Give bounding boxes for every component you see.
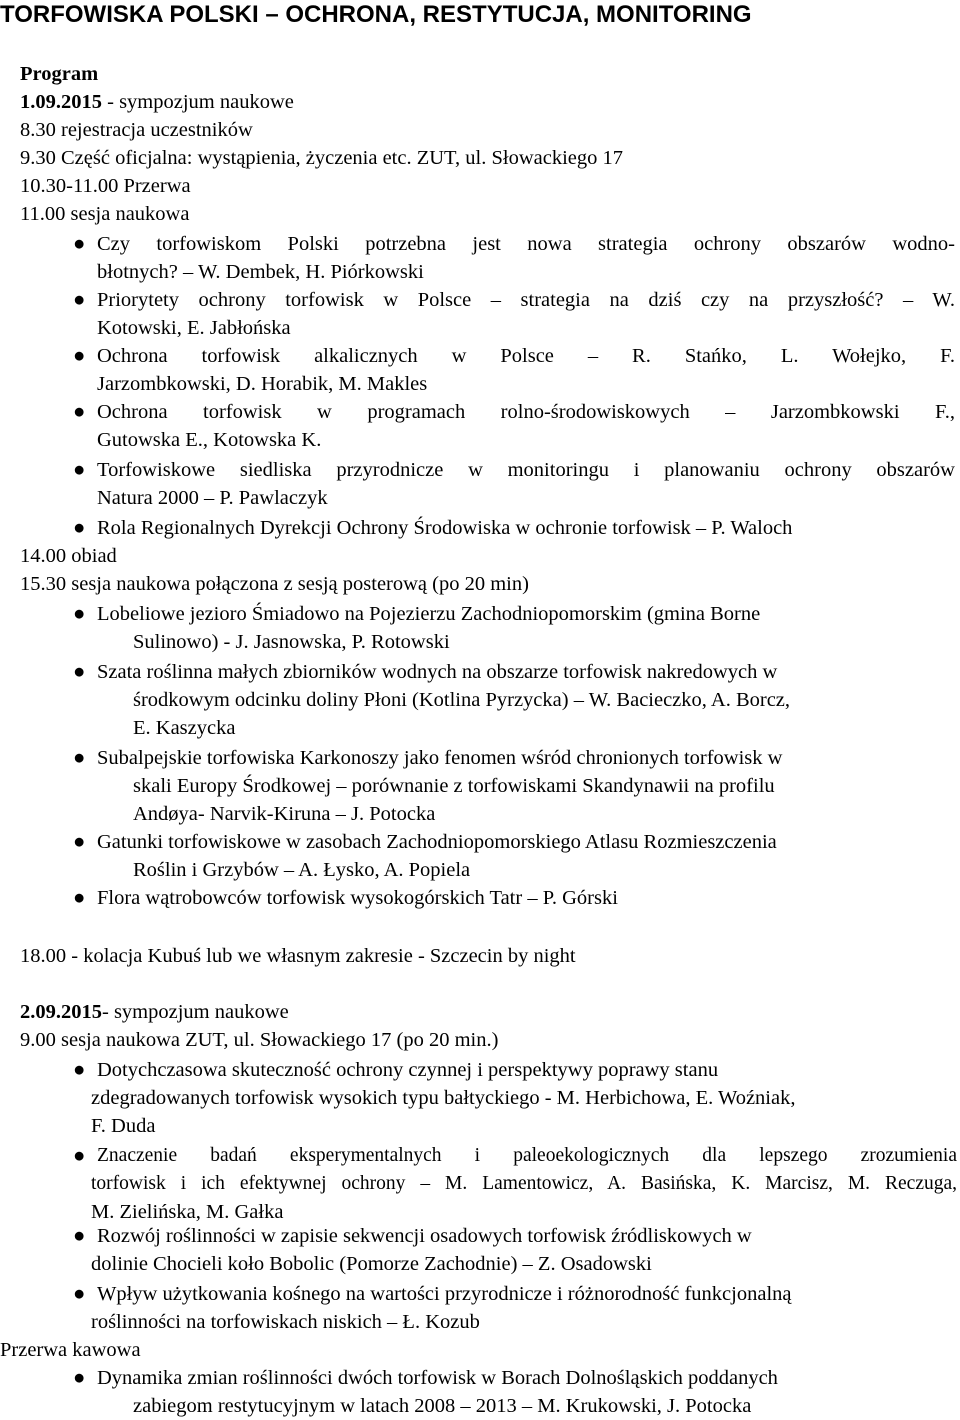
talk-text-line: Subalpejskie torfowiska Karkonoszy jako fenomen wśród chronionych torfowisk w [97, 747, 783, 769]
talk-text-line: Flora wątrobowców torfowisk wysokogórskich Tatr – P. Górski [97, 887, 618, 909]
talk-text-line: Czy torfowiskom Polski potrzebna jest nowa strategia ochrony obszarów wodno- [97, 233, 955, 255]
talk-text-line: Wpływ użytkowania kośnego na wartości przyrodnicze i różnorodność funkcjonalną [97, 1283, 792, 1305]
schedule-line: 11.00 sesja naukowa [20, 203, 190, 225]
talk-text-line: Rozwój roślinności w zapisie sekwencji osadowych torfowisk źródliskowych w [97, 1225, 752, 1247]
talk-text-line: środkowym odcinku doliny Płoni (Kotlina Pyrzycka) – W. Bacieczko, A. Borcz, [133, 689, 791, 711]
talk-text-line: Natura 2000 – P. Pawlaczyk [97, 487, 328, 509]
talk-text-line: błotnych? – W. Dembek, H. Piórkowski [97, 261, 424, 283]
day1-date-suffix: - sympozjum naukowe [102, 91, 294, 113]
talk-text-line: Ochrona torfowisk w programach rolno-środowiskowych – Jarzombkowski F., [97, 401, 955, 423]
talk-item [73, 828, 955, 884]
bullet-icon: ● [73, 233, 86, 255]
bullet-icon: ● [73, 517, 86, 539]
bullet-icon: ● [73, 1367, 86, 1389]
talk-item [73, 456, 955, 512]
talk-text-line: Dotychczasowa skuteczność ochrony czynnej i perspektywy poprawy stanu [97, 1059, 719, 1081]
day1-heading [20, 88, 294, 116]
talk-text-line: torfowisk i ich efektywnej ochrony – M. Lamentowicz, A. Basińska, K. Marcisz, M. Reczuga, [91, 1173, 957, 1194]
program-heading: Program [20, 63, 99, 85]
schedule-line: 9.30 Część oficjalna: wystąpienia, życzenia etc. ZUT, ul. Słowackiego 17 [20, 147, 624, 169]
bullet-icon: ● [73, 289, 86, 311]
talk-text-line: Znaczenie badań eksperymentalnych i paleoekologicznych dla lepszego zrozumienia [97, 1145, 957, 1166]
bullet-icon: ● [73, 1283, 86, 1305]
talk-text-line: E. Kaszycka [133, 717, 236, 739]
talk-text-line: Kotowski, E. Jabłońska [97, 317, 291, 339]
talk-text-line: zabiegom restytucyjnym w latach 2008 – 2013 – M. Krukowski, J. Potocka [133, 1395, 752, 1417]
bullet-icon: ● [73, 747, 86, 769]
bullet-icon: ● [73, 887, 86, 909]
bullet-icon: ● [73, 1145, 86, 1167]
talk-text-line: M. Zielińska, M. Gałka [91, 1201, 284, 1223]
talk-text-line: Dynamika zmian roślinności dwóch torfowisk w Borach Dolnośląskich poddanych [97, 1367, 778, 1389]
talk-text-line: Rola Regionalnych Dyrekcji Ochrony Środowiska w ochronie torfowisk – P. Waloch [97, 517, 793, 539]
talk-text-line: Lobeliowe jezioro Śmiadowo na Pojezierzu Zachodniopomorskim (gmina Borne [97, 603, 761, 625]
day1-date: 1.09.2015 [20, 91, 102, 113]
day2-date: 2.09.2015 [20, 1001, 102, 1023]
talk-text-line: dolinie Chocieli koło Bobolic (Pomorze Zachodnie) – Z. Osadowski [91, 1253, 652, 1275]
talk-item [73, 744, 955, 828]
talk-text-line: Priorytety ochrony torfowisk w Polsce – strategia na dziś czy na przyszłość? – W. [97, 289, 955, 311]
lunch-line: 14.00 obiad [20, 545, 117, 567]
coffee-break-line: Przerwa kawowa [0, 1339, 141, 1361]
bullet-icon: ● [73, 401, 86, 423]
talk-item [73, 600, 955, 656]
dinner-line: 18.00 - kolacja Kubuś lub we własnym zakresie - Szczecin by night [20, 945, 576, 967]
talk-item [73, 286, 955, 342]
day2-date-suffix: - sympozjum naukowe [102, 1001, 289, 1023]
day2-session-heading: 9.00 sesja naukowa ZUT, ul. Słowackiego 17 (po 20 min.) [20, 1029, 499, 1051]
schedule-line: 10.30-11.00 Przerwa [20, 175, 191, 197]
talk-text-line: Andøya- Narvik-Kiruna – J. Potocka [133, 803, 436, 825]
bullet-icon: ● [73, 831, 86, 853]
talk-text-line: F. Duda [91, 1115, 156, 1137]
talk-item [73, 1142, 957, 1226]
talk-text-line: zdegradowanych torfowisk wysokich typu bałtyckiego - M. Herbichowa, E. Woźniak, [91, 1087, 796, 1109]
talk-item [73, 1364, 955, 1420]
bullet-icon: ● [73, 603, 86, 625]
talk-item [73, 884, 955, 912]
bullet-icon: ● [73, 1225, 86, 1247]
talk-item [73, 1056, 955, 1140]
session2-heading: 15.30 sesja naukowa połączona z sesją posterową (po 20 min) [20, 573, 529, 595]
talk-text-line: Roślin i Grzybów – A. Łysko, A. Popiela [133, 859, 471, 881]
talk-item [73, 342, 955, 398]
talk-item [73, 398, 955, 454]
talk-item [73, 230, 955, 286]
talk-item [73, 1222, 955, 1278]
talk-item [73, 658, 955, 742]
bullet-icon: ● [73, 345, 86, 367]
talk-text-line: Szata roślinna małych zbiorników wodnych na obszarze torfowisk nakredowych w [97, 661, 778, 683]
bullet-icon: ● [73, 661, 86, 683]
talk-text-line: Gatunki torfowiskowe w zasobach Zachodniopomorskiego Atlasu Rozmieszczenia [97, 831, 777, 853]
talk-text-line: Gutowska E., Kotowska K. [97, 429, 322, 451]
talk-text-line: roślinności na torfowiskach niskich – Ł. Kozub [91, 1311, 480, 1333]
talk-text-line: Ochrona torfowisk alkalicznych w Polsce – R. Stańko, L. Wołejko, F. [97, 345, 955, 367]
talk-text-line: Jarzombkowski, D. Horabik, M. Makles [97, 373, 428, 395]
schedule-line: 8.30 rejestracja uczestników [20, 119, 253, 141]
document-title: TORFOWISKA POLSKI – OCHRONA, RESTYTUCJA, MONITORING [0, 1, 752, 28]
talk-item [73, 1280, 955, 1336]
bullet-icon: ● [73, 459, 86, 481]
bullet-icon: ● [73, 1059, 86, 1081]
talk-text-line: Sulinowo) - J. Jasnowska, P. Rotowski [133, 631, 450, 653]
talk-item [73, 514, 955, 542]
day2-heading [20, 998, 289, 1026]
talk-text-line: Torfowiskowe siedliska przyrodnicze w monitoringu i planowaniu ochrony obszarów [97, 459, 955, 481]
talk-text-line: skali Europy Środkowej – porównanie z torfowiskami Skandynawii na profilu [133, 775, 775, 797]
